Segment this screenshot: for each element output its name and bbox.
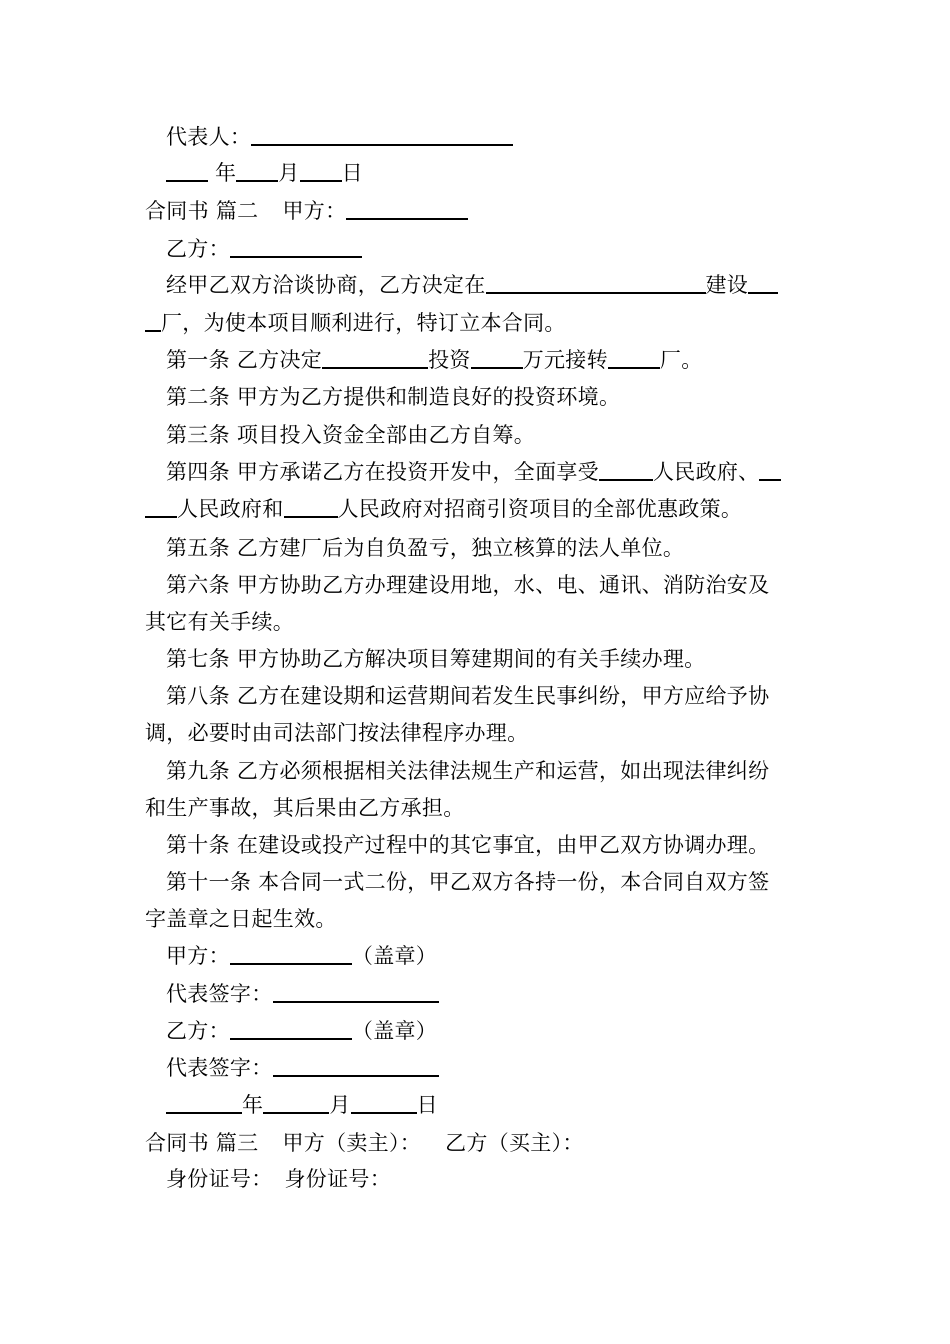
factory-blank-a[interactable] [748, 272, 778, 294]
article-4-text-b: 人民政府、 [652, 460, 760, 484]
article-1-text-a: 第一条 乙方决定 [166, 348, 323, 372]
article-1 [166, 342, 846, 379]
factory-blank-b[interactable] [145, 310, 161, 332]
rep-sign-a-label: 代表签字： [166, 982, 273, 1006]
representative-label: 代表人： [166, 125, 252, 149]
article-3: 第三条 项目投入资金全部由乙方自筹。 [166, 423, 536, 447]
article-9-line-2: 和生产事故，其后果由乙方承担。 [145, 796, 465, 820]
year-label-2: 年 [242, 1093, 264, 1117]
article-11-line-1: 第十一条 本合同一式二份，甲乙双方各持一份，本合同自双方签 [166, 870, 770, 894]
signature-party-b [166, 1013, 846, 1050]
buyer-id-label: 身份证号： [284, 1167, 391, 1191]
day-label-2: 日 [416, 1093, 438, 1117]
day-blank[interactable] [300, 160, 342, 182]
month-label: 月 [278, 161, 300, 185]
article-4-line-1 [166, 454, 846, 491]
rep-sign-b-blank[interactable] [273, 1055, 439, 1077]
intro-line-1 [166, 267, 846, 304]
party-b-blank[interactable] [230, 236, 362, 258]
month-blank[interactable] [236, 160, 278, 182]
article-4-text-d: 人民政府对招商引资项目的全部优惠政策。 [337, 497, 743, 521]
article-10: 第十条 在建设或投产过程中的其它事宜，由甲乙双方协调办理。 [166, 833, 770, 857]
article-8-line-1: 第八条 乙方在建设期和运营期间若发生民事纠纷，甲方应给予协 [166, 684, 770, 708]
article-1-text-b: 投资 [428, 348, 471, 372]
buyer-label: 乙方（买主）： [445, 1131, 584, 1155]
article-1-blank-1[interactable] [322, 347, 428, 369]
party-b-line [166, 231, 846, 268]
location-blank[interactable] [486, 272, 706, 294]
article-6-line-1: 第六条 甲方协助乙方办理建设用地，水、电、通讯、消防治安及 [166, 573, 770, 597]
signature-party-a [166, 938, 846, 975]
id-number-line [166, 1161, 846, 1198]
article-9-line-1: 第九条 乙方必须根据相关法律法规生产和运营，如出现法律纠纷 [166, 759, 770, 783]
representative-line [166, 119, 846, 156]
sign-b-label: 乙方： [166, 1019, 230, 1043]
contract3-heading: 合同书 篇三 [145, 1131, 259, 1155]
rep-sign-b-label: 代表签字： [166, 1056, 273, 1080]
rep-sign-a-blank[interactable] [273, 981, 439, 1003]
year-label: 年 [214, 161, 237, 185]
day-label: 日 [341, 161, 363, 185]
seal-a: （盖章） [351, 944, 438, 968]
article-5: 第五条 乙方建厂后为自负盈亏，独立核算的法人单位。 [166, 536, 685, 560]
intro-build: 建设 [705, 273, 749, 297]
day-blank-2[interactable] [351, 1092, 417, 1114]
article-2: 第二条 甲方为乙方提供和制造良好的投资环境。 [166, 385, 621, 409]
article-7: 第七条 甲方协助乙方解决项目筹建期间的有关手续办理。 [166, 647, 706, 671]
article-4-blank-3[interactable] [284, 496, 338, 518]
month-blank-2[interactable] [263, 1092, 329, 1114]
rep-signature-a [166, 976, 846, 1013]
party-b-label: 乙方： [166, 237, 230, 261]
party-a-label: 甲方： [282, 199, 347, 223]
article-1-text-d: 厂。 [659, 348, 703, 372]
year-blank[interactable] [166, 160, 208, 182]
date-line-1 [166, 155, 846, 192]
rep-signature-b [166, 1050, 846, 1087]
article-11-line-2: 字盖章之日起生效。 [145, 907, 337, 931]
date-line-2 [166, 1087, 846, 1124]
article-6-line-2: 其它有关手续。 [145, 610, 295, 634]
month-label-2: 月 [329, 1093, 351, 1117]
article-4-text-a: 第四条 甲方承诺乙方在投资开发中，全面享受 [166, 460, 599, 484]
article-1-blank-3[interactable] [608, 347, 660, 369]
article-8-line-2: 调，必要时由司法部门按法律程序办理。 [145, 721, 529, 745]
year-blank-2[interactable] [166, 1092, 242, 1114]
article-1-text-c: 万元接转 [522, 348, 608, 372]
sign-b-blank[interactable] [230, 1018, 352, 1040]
sign-a-blank[interactable] [230, 943, 352, 965]
intro-text-1: 经甲乙双方洽谈协商，乙方决定在 [166, 273, 486, 297]
article-4-text-c: 人民政府和 [177, 497, 284, 521]
seller-id-label: 身份证号： [166, 1167, 273, 1191]
contract2-heading-line [145, 193, 825, 230]
article-4-blank-2b[interactable] [145, 496, 177, 518]
seal-b: （盖章） [351, 1019, 438, 1043]
seller-label: 甲方（卖主）： [282, 1131, 422, 1155]
intro-line-2 [145, 305, 825, 342]
article-4-line-2 [145, 491, 825, 528]
article-1-blank-2[interactable] [471, 347, 523, 369]
contract3-heading-line [145, 1125, 825, 1162]
representative-blank[interactable] [251, 124, 513, 146]
article-4-blank-1[interactable] [599, 459, 653, 481]
party-a-blank[interactable] [346, 198, 468, 220]
sign-a-label: 甲方： [166, 944, 230, 968]
article-4-blank-2a[interactable] [759, 459, 781, 481]
intro-text-2: 厂，为使本项目顺利进行，特订立本合同。 [161, 311, 566, 335]
contract2-heading: 合同书 篇二 [145, 199, 259, 223]
